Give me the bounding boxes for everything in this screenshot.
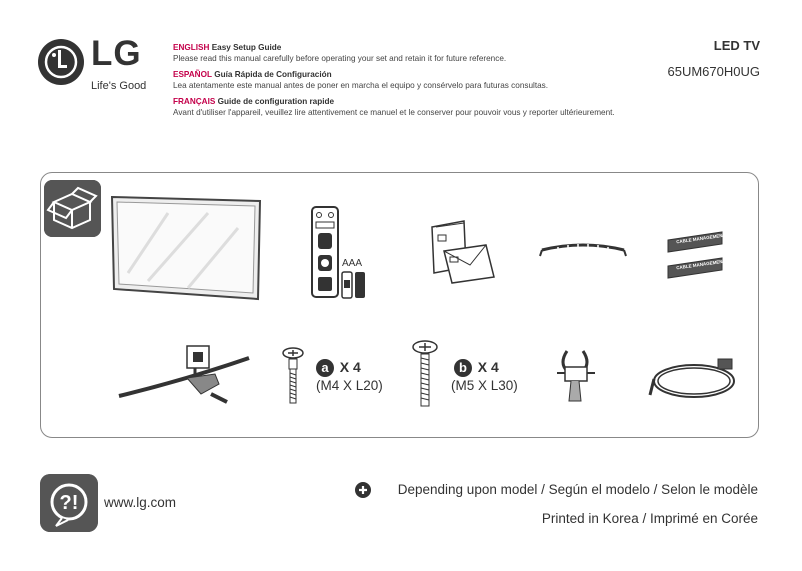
plus-circle-icon xyxy=(355,482,371,498)
screw-a-size: (M4 X L20) xyxy=(316,378,383,393)
model-note: Depending upon model / Según el modelo / Selon le modèle xyxy=(397,482,758,497)
screw-b-size: (M5 X L30) xyxy=(451,378,518,393)
screw-a-icon xyxy=(282,347,304,405)
cable-holder-icon xyxy=(538,238,628,260)
lang-text: Avant d'utiliser l'appareil, veuillez lire attentivement ce manuel et le conserver pour pouvoir vous y reporter ultérieurement. xyxy=(173,107,615,117)
lang-name: ESPAÑOL xyxy=(173,70,212,79)
tagline: Life's Good xyxy=(91,80,147,92)
battery-icon xyxy=(341,270,367,300)
cable-management-label: CABLE MANAGEMENT xyxy=(675,258,726,271)
lang-name: ENGLISH xyxy=(173,43,210,52)
lang-english xyxy=(173,43,633,64)
product-type: LED TV xyxy=(713,38,760,53)
stand-icon xyxy=(115,340,255,410)
open-box-icon xyxy=(44,180,101,237)
brand-name: LG xyxy=(91,34,142,73)
lang-title: Guía Rápida de Configuración xyxy=(214,70,332,79)
remote-control-icon xyxy=(310,205,340,300)
manuals-icon xyxy=(428,215,500,287)
battery-label: AAA xyxy=(342,258,363,269)
screw-b-icon xyxy=(412,340,438,408)
tv-icon xyxy=(108,193,264,303)
screw-a-count: X 4 xyxy=(339,359,361,375)
screw-a-letter: a xyxy=(316,359,334,377)
lg-logo-icon xyxy=(37,38,85,86)
cable-management-label: CABLE MANAGEMENT xyxy=(675,232,726,245)
screw-a-count-row xyxy=(316,359,361,377)
model-number: 65UM670H0UG xyxy=(667,64,760,79)
power-cord-icon xyxy=(648,355,740,403)
lang-name: FRANÇAIS xyxy=(173,97,216,106)
lang-title: Guide de configuration rapide xyxy=(217,97,335,106)
lang-title: Easy Setup Guide xyxy=(211,43,282,52)
website-link[interactable]: www.lg.com xyxy=(104,495,177,510)
lang-text: Lea atentamente este manual antes de poner en marcha el equipo y consérvelo para futuras consultas. xyxy=(173,80,549,90)
svg-text:?!: ?! xyxy=(59,492,79,514)
screw-b-letter: b xyxy=(454,359,472,377)
printed-in: Printed in Korea / Imprimé en Corée xyxy=(541,511,758,526)
lang-spanish xyxy=(173,70,633,91)
lang-french xyxy=(173,97,633,118)
screw-b-count: X 4 xyxy=(477,359,499,375)
wall-bracket-clip-icon xyxy=(553,343,599,405)
screw-b-count-row xyxy=(454,359,499,377)
lang-text: Please read this manual carefully before operating your set and retain it for future reference. xyxy=(173,53,507,63)
help-icon xyxy=(40,474,98,532)
